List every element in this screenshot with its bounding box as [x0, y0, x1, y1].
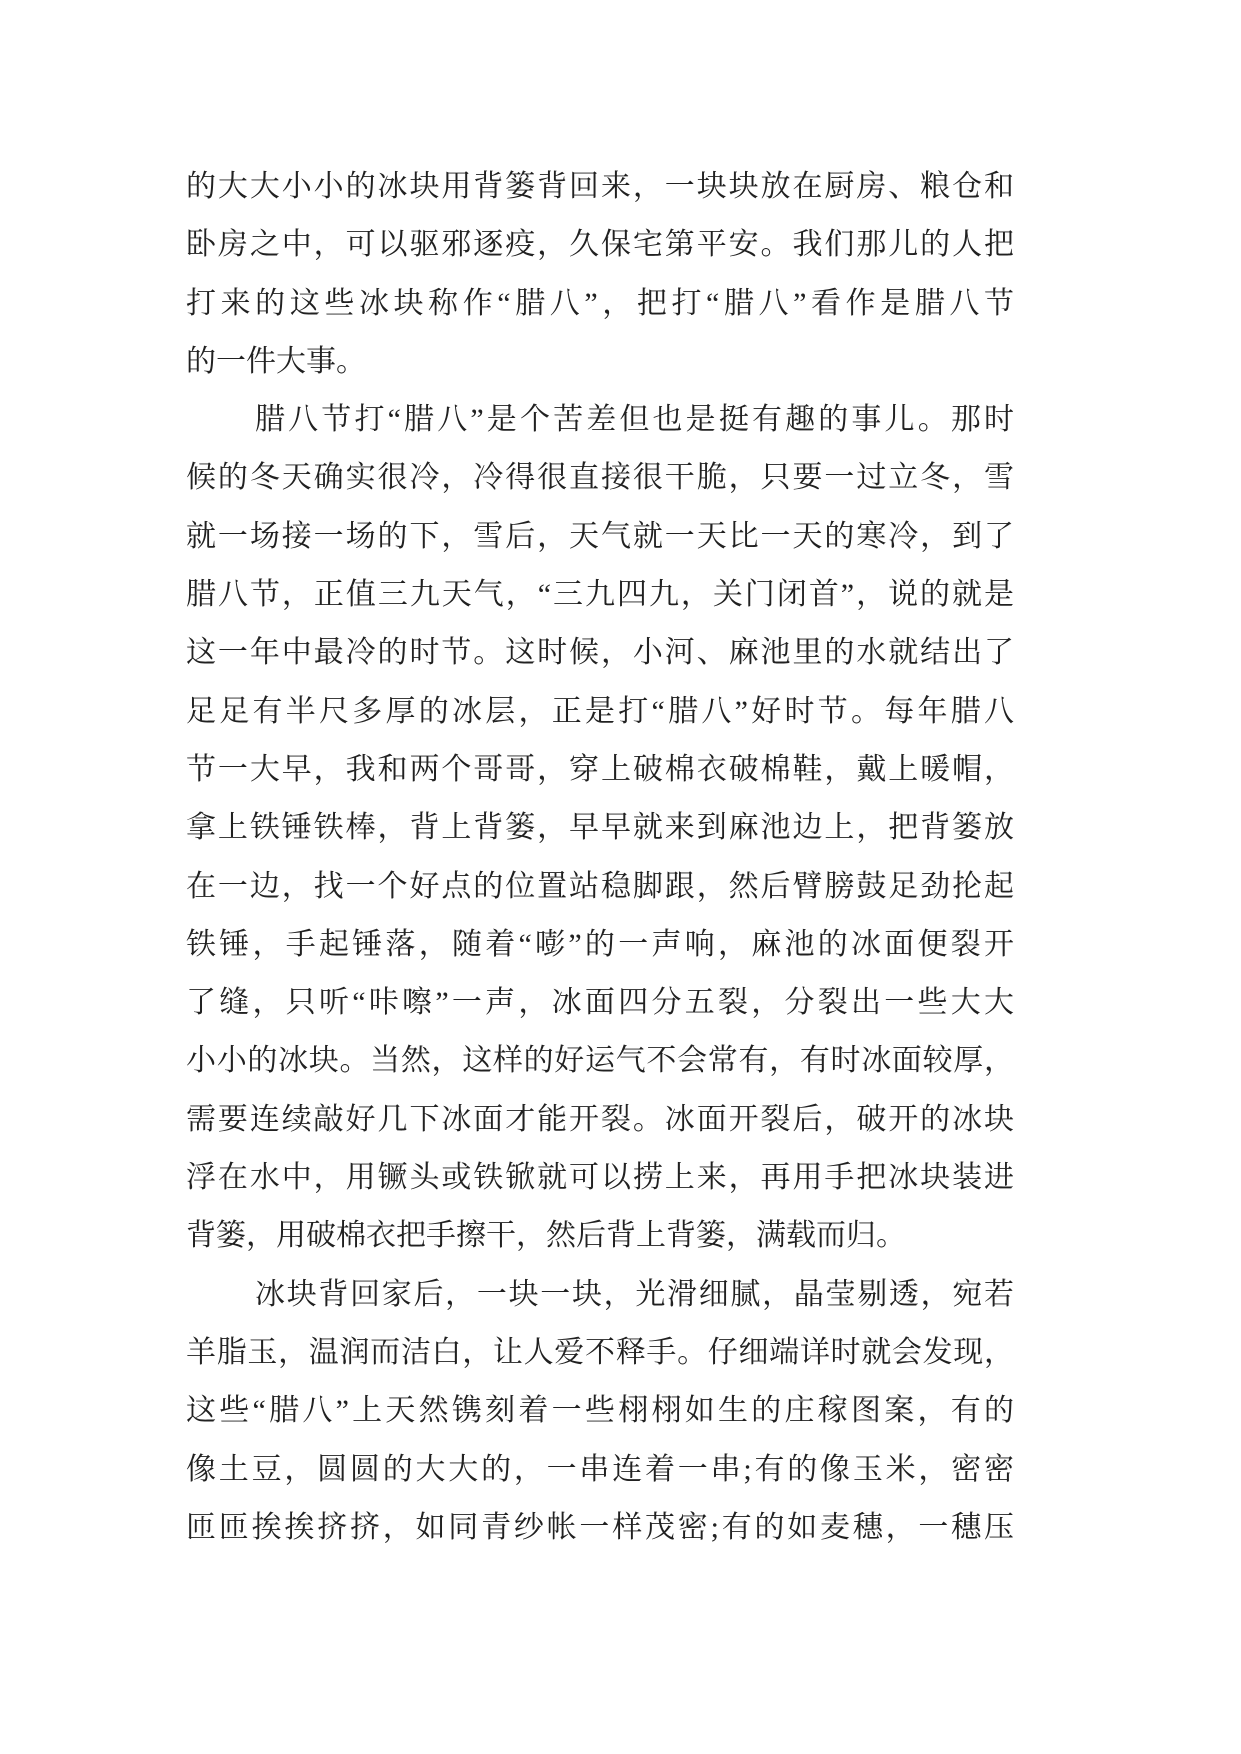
text-line: 浮在水中，用镢头或铁锨就可以捞上来，再用手把冰块装进 — [186, 1161, 1014, 1195]
text-line: 羊脂玉，温润而洁白，让人爱不释手。仔细端详时就会发现， — [186, 1335, 1014, 1369]
text-line: 卧房之中，可以驱邪逐疫，久保宅第平安。我们那儿的人把 — [186, 228, 1014, 262]
text-line: 这一年中最冷的时节。这时候，小河、麻池里的水就结出了 — [186, 636, 1014, 670]
text-line: 背篓，用破棉衣把手擦干，然后背上背篓，满载而归。 — [186, 1219, 906, 1253]
text-line: 节一大早，我和两个哥哥，穿上破棉衣破棉鞋，戴上暖帽， — [186, 752, 1014, 786]
text-line: 在一边，找一个好点的位置站稳脚跟，然后臂膀鼓足劲抡起 — [186, 869, 1014, 903]
text-line: 小小的冰块。当然，这样的好运气不会常有，有时冰面较厚， — [186, 1044, 1014, 1078]
text-line: 拿上铁锤铁棒，背上背篓，早早就来到麻池边上，把背篓放 — [186, 811, 1014, 845]
text-line: 了缝，只听“咔嚓”一声，冰面四分五裂，分裂出一些大大 — [186, 986, 1014, 1020]
text-line: 这些“腊八”上天然镌刻着一些栩栩如生的庄稼图案，有的 — [186, 1394, 1014, 1428]
text-line: 需要连续敲好几下冰面才能开裂。冰面开裂后，破开的冰块 — [186, 1102, 1014, 1136]
text-line: 就一场接一场的下，雪后，天气就一天比一天的寒冷，到了 — [186, 519, 1014, 553]
text-line: 候的冬天确实很冷，冷得很直接很干脆，只要一过立冬，雪 — [186, 461, 1014, 495]
text-line: 打来的这些冰块称作“腊八”，把打“腊八”看作是腊八节 — [186, 286, 1014, 320]
text-body — [186, 158, 1014, 1557]
text-line: 腊八节打“腊八”是个苦差但也是挺有趣的事儿。那时 — [255, 403, 1014, 437]
text-line: 匝匝挨挨挤挤，如同青纱帐一样茂密;有的如麦穗，一穗压 — [186, 1510, 1014, 1544]
text-line: 的大大小小的冰块用背篓背回来，一块块放在厨房、粮仓和 — [186, 170, 1014, 203]
text-line: 铁锤，手起锤落，随着“嘭”的一声响，麻池的冰面便裂开 — [186, 927, 1014, 961]
text-line: 冰块背回家后，一块一块，光滑细腻，晶莹剔透，宛若 — [255, 1277, 1014, 1311]
text-line: 的一件大事。 — [186, 344, 366, 378]
text-line: 足足有半尺多厚的冰层，正是打“腊八”好时节。每年腊八 — [186, 694, 1014, 728]
text-line: 腊八节，正值三九天气，“三九四九，关门闭首”，说的就是 — [186, 578, 1014, 612]
text-line: 像土豆，圆圆的大大的，一串连着一串;有的像玉米，密密 — [186, 1452, 1014, 1486]
